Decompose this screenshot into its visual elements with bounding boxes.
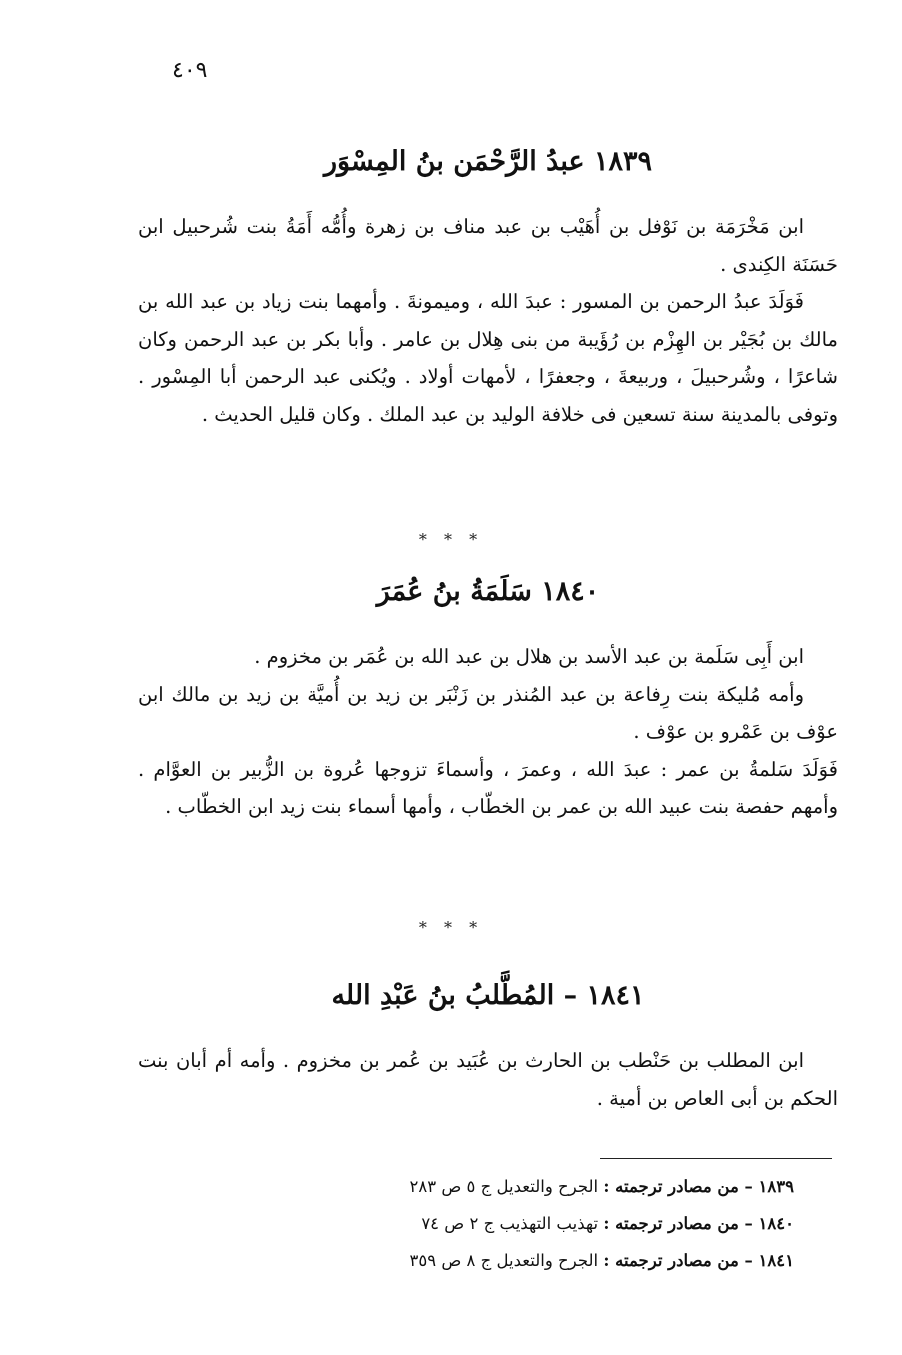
entry-1841 xyxy=(138,976,838,1117)
section-separator: * * * xyxy=(418,918,484,937)
footnote-label: ١٨٤٠ – من مصادر ترجمته : xyxy=(603,1214,794,1233)
footnote-divider xyxy=(600,1158,832,1159)
footnote xyxy=(300,1205,794,1242)
footnotes xyxy=(300,1168,794,1279)
entry-1840 xyxy=(138,572,838,826)
entry-paragraph: فَوَلَدَ سَلمةُ بن عمر : عبدَ الله ، وعمرَ ، وأسماءَ تزوجها عُروة بن الزُّبير بن العوَّام . وأمهم حفصة بنت عبيد الله بن عمر بن الخطّاب ، وأمها أسماء بنت زيد ابن الخطّاب . xyxy=(138,757,838,818)
footnote xyxy=(300,1242,794,1279)
section-separator: * * * xyxy=(418,530,484,549)
footnote-text: الجرح والتعديل ج ٨ ص ٣٥٩ xyxy=(409,1251,599,1270)
entry-title: ١٨٤٠ سَلَمَةُ بنُ عُمَرَ xyxy=(376,576,600,607)
entry-paragraph: فَوَلَدَ عبدُ الرحمن بن المسور : عبدَ الله ، وميمونةَ . وأمهما بنت زياد بن عبد الله بن مالك بن بُجَيْر بن الهِزْم بن رُؤَيبة من بنى هِلال بن عامر . وأبا بكر بن عبد الرحمن وكان شاعرًا ، وشُرحبيلَ ، وربيعةَ ، وجعفرًا ، لأمهات أولاد . ويُكنى عبد الرحمن أبا المِسْور . وتوفى بالمدينة سنة تسعين فى خلافة الوليد بن عبد الملك . وكان قليل الحديث . xyxy=(138,290,838,426)
entry-1839 xyxy=(138,142,838,433)
entry-paragraph: ابن أَبِى سَلَمة بن عبد الأسد بن هلال بن عبد الله بن عُمَر بن مخزوم . xyxy=(254,645,804,668)
footnote-text: الجرح والتعديل ج ٥ ص ٢٨٣ xyxy=(409,1177,599,1196)
page-number: ٤٠٩ xyxy=(172,58,208,83)
entry-title: ١٨٣٩ عبدُ الرَّحْمَن بنُ المِسْوَر xyxy=(323,146,652,177)
footnote-label: ١٨٣٩ – من مصادر ترجمته : xyxy=(603,1177,794,1196)
entry-paragraph: ابن مَخْرَمَة بن نَوْفل بن أُهَيْب بن عبد مناف بن زهرة وأُمُّه أَمَةُ بنت شُرحبيل ابن حَسَنَة الكِندى . xyxy=(138,215,838,276)
footnote xyxy=(300,1168,794,1205)
entry-title: ١٨٤١ – المُطَّلبُ بنُ عَبْدِ الله xyxy=(331,980,645,1011)
footnote-label: ١٨٤١ – من مصادر ترجمته : xyxy=(603,1251,794,1270)
footnote-text: تهذيب التهذيب ج ٢ ص ٧٤ xyxy=(421,1214,599,1233)
entry-paragraph: وأمه مُليكة بنت رِفاعة بن عبد المُنذر بن زَنْبَر بن زيد بن أُميَّة بن زيد بن مالك ابن عوْف بن عَمْرو بن عوْف . xyxy=(138,682,838,743)
entry-paragraph: ابن المطلب بن حَنْطب بن الحارث بن عُبَيد بن عُمر بن مخزوم . وأمه أم أبان بنت الحكم بن أبى العاص بن أمية . xyxy=(138,1049,838,1110)
